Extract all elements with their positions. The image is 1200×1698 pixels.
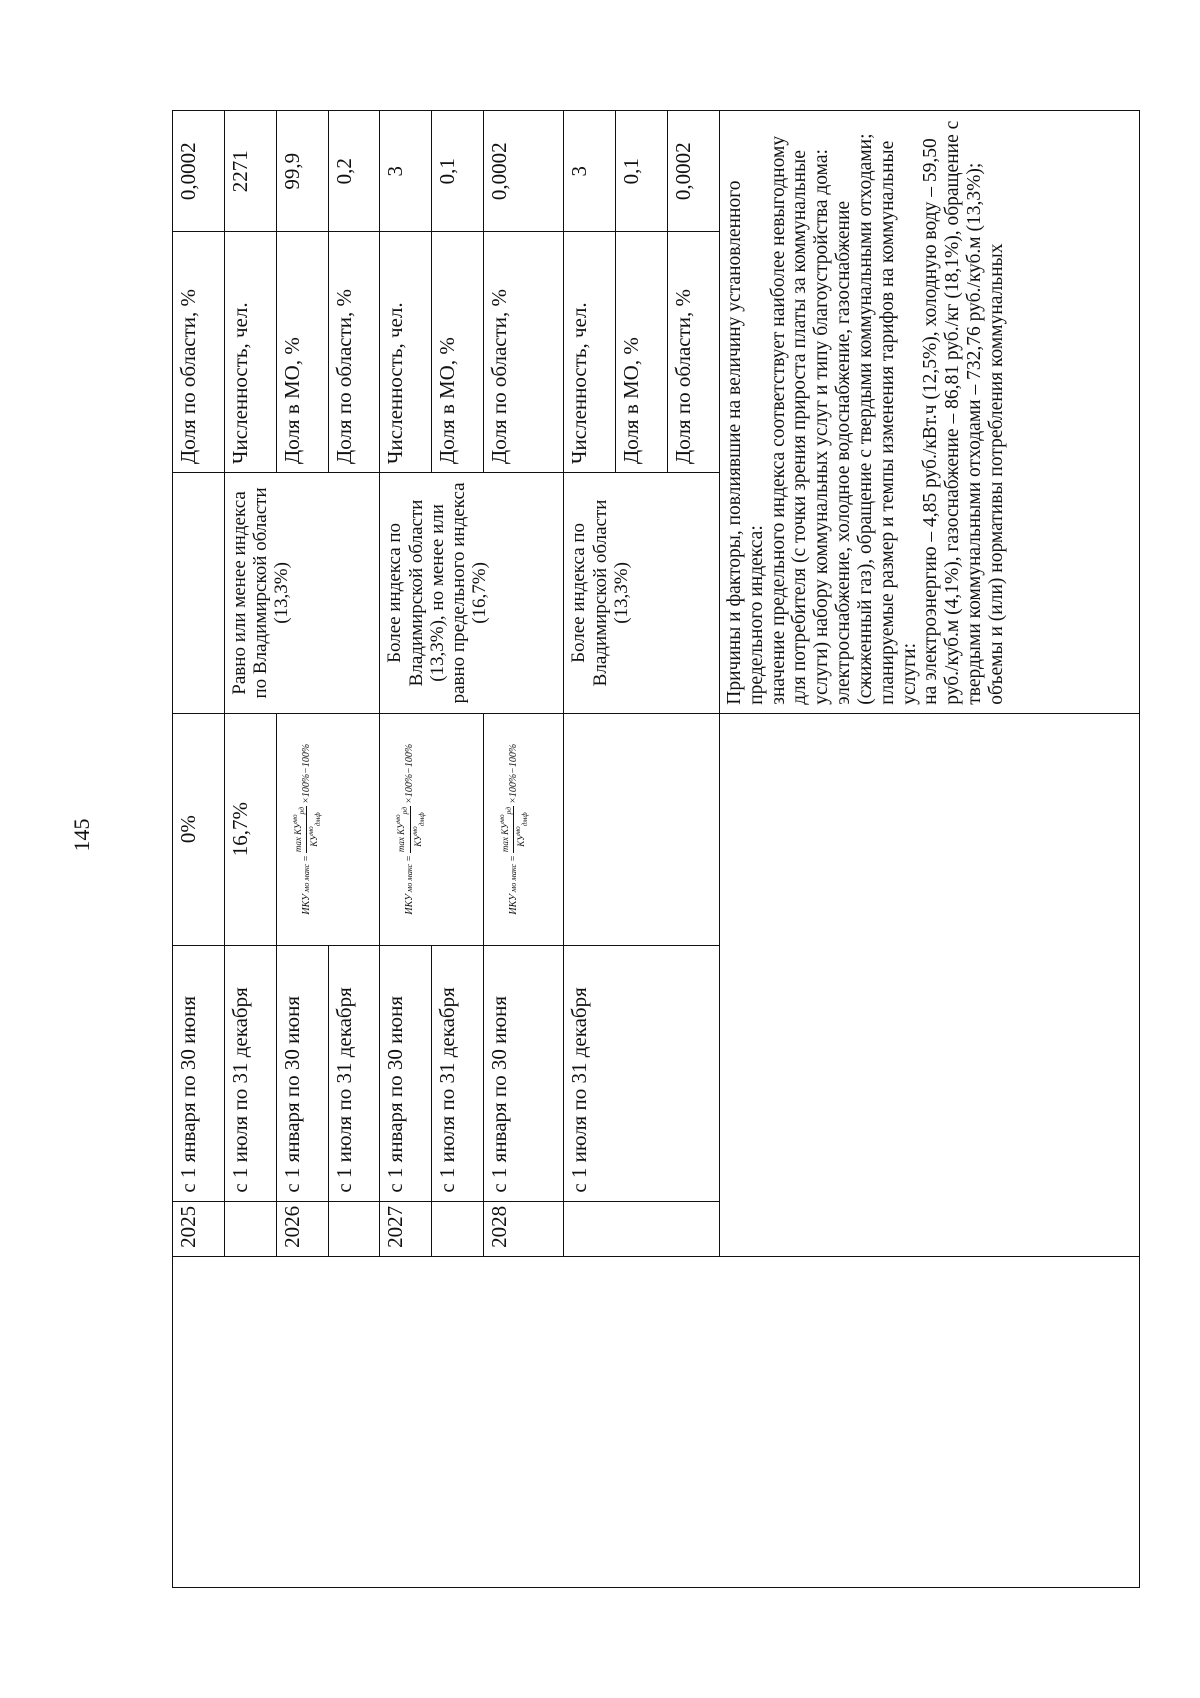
value-cell: 3 [564,111,616,232]
empty-cell [720,713,1140,1256]
condition-cell: Более индекса по Владимирской области (13,3%) [564,473,720,714]
table-row [173,111,225,1588]
year-cell [224,1201,276,1256]
index-table [172,110,1140,1588]
index-cell: 16,7% [224,713,276,945]
label-cell: Доля по области, % [484,232,564,473]
condition-cell [173,473,225,714]
reasons-paragraph: значение предельного индекса соответствует наиболее невыгодному для потребителя (с точки зрения прироста платы за коммунальные услуги) набору коммунальных услуг и типу благоустройства дома: электроснабжение, холодное водоснабжение, газоснабжение (сжиженный газ), обращение с твердыми коммунальными отходами; [767,133,876,705]
label-cell: Численность, чел. [224,232,276,473]
period-cell: с 1 июля по 31 декабря [224,945,276,1201]
rotated-table-sheet [172,110,1140,1588]
year-cell [432,1201,484,1256]
formula-cell [484,713,564,945]
label-cell: Доля в МО, % [432,232,484,473]
left-blank-column [173,1256,1140,1587]
reasons-paragraph: объемы и (или) нормативы потребления коммунальных [985,243,1007,705]
year-cell: 2025 [173,1201,225,1256]
value-cell: 3 [380,111,432,232]
period-cell: с 1 июля по 31 декабря [432,945,484,1201]
reasons-paragraph: планируемые размер и темпы изменения тарифов на коммунальные услуги: [876,140,920,705]
period-cell: с 1 января по 30 июня [173,945,225,1201]
value-cell: 0,0002 [484,111,564,232]
condition-cell: Равно или менее индекса по Владимирской области (13,3%) [224,473,380,714]
formula: ИКУ мо макс = $\max КУ^{мо}_{рд}$ $КУ^{мо}_{дмф}$ ×100%−100% [393,743,426,915]
period-cell: с 1 января по 30 июня [484,945,564,1201]
value-cell: 0,2 [328,111,380,232]
year-cell [328,1201,380,1256]
year-cell: 2027 [380,1201,432,1256]
condition-cell: Более индекса по Владимирской области (13,3%), но менее или равно предельного индекса (16,7%) [380,473,564,714]
index-cell: 0% [173,713,225,945]
year-cell [564,1201,720,1256]
reasons-paragraph: на электроэнергию – 4,85 руб./кВт.ч (12,5%), холодную воду – 59,50 руб./куб.м (4,1%), газоснабжение – 86,81 руб./кг (18,1%), обращение с твердыми коммунальными отходами – 732,76 руб./куб.м (13,3%); [920,120,986,705]
label-cell: Доля в МО, % [276,232,328,473]
formula: ИКУ мо макс = $\max КУ^{мо}_{рд}$ $КУ^{мо}_{дмф}$ ×100%−100% [289,743,322,915]
year-cell: 2026 [276,1201,328,1256]
value-cell: 99,9 [276,111,328,232]
value-cell: 0,1 [432,111,484,232]
year-cell: 2028 [484,1201,564,1256]
label-cell: Доля по области, % [668,232,720,473]
label-cell: Численность, чел. [564,232,616,473]
period-cell: с 1 января по 30 июня [380,945,432,1201]
value-cell: 0,0002 [668,111,720,232]
period-cell: с 1 июля по 31 декабря [328,945,380,1201]
label-cell: Доля по области, % [173,232,225,473]
label-cell: Доля в МО, % [616,232,668,473]
formula: ИКУ мо макс = $\max КУ^{мо}_{рд}$ $КУ^{мо}_{дмф}$ ×100%−100% [497,743,530,915]
value-cell: 0,0002 [173,111,225,232]
label-cell: Доля по области, % [328,232,380,473]
period-cell: с 1 июля по 31 декабря [564,945,720,1201]
period-cell: с 1 января по 30 июня [276,945,328,1201]
formula-cell [380,713,484,945]
reasons-cell [720,111,1140,714]
value-cell: 0,1 [616,111,668,232]
label-cell: Численность, чел. [380,232,432,473]
reasons-heading: Причины и факторы, повлиявшие на величину установленного предельного индекса: [724,180,767,705]
formula-cell [276,713,380,945]
index-cell [564,713,720,945]
value-cell: 2271 [224,111,276,232]
page-number: 145 [69,818,94,852]
